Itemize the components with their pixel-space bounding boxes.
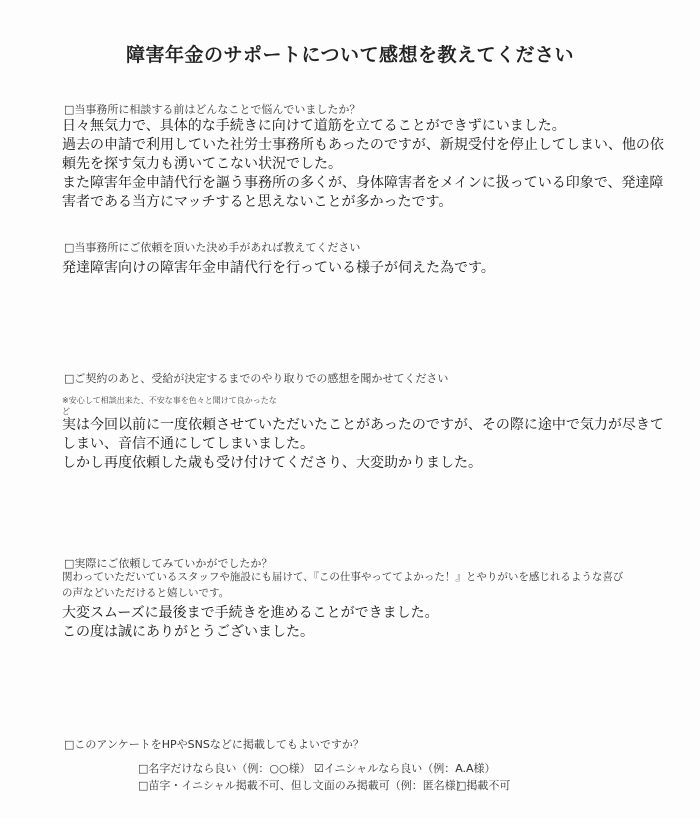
question-3-label: □ご契約のあと、受給が決定するまでのやり取りでの感想を聞かせてください — [64, 372, 449, 385]
answer-line: この度は誠にありがとうございました。 — [62, 624, 314, 640]
question-4-subtext — [62, 569, 623, 601]
question-1-label: □当事務所に相談する前はどんなことで悩んでいましたか？ — [64, 103, 361, 116]
option-text-only: □苗字・イニシャル掲載不可、但し文面のみ掲載可（例：匿名様） — [138, 779, 467, 792]
question-3-note-tail: ど — [62, 407, 70, 416]
option-surname-only: □名字だけなら良い（例：○○様） — [138, 762, 311, 775]
answer-line: 害者である当方にマッチすると思えないことが多かったです。 — [62, 194, 453, 210]
page-title: 障害年金のサポートについて感想を教えてください — [125, 44, 575, 66]
answer-line: 頼先を探す気力も湧いてこない状況でした。 — [62, 156, 342, 172]
answer-line: 実は今回以前に一度依頼させていただいたことがあったのですが、その際に途中で気力が尽きて — [62, 417, 664, 433]
question-2-label: □当事務所にご依頼を頂いた決め手があれば教えてください — [64, 241, 361, 254]
answer-line: 日々無気力で、具体的な手続きに向けて道筋を立てることができずにいました。 — [62, 118, 566, 134]
answer-line: また障害年金申請代行を謳う事務所の多くが、身体障害者をメインに扱っている印象で、発達障 — [62, 175, 664, 191]
answer-line: 発達障害向けの障害年金申請代行を行っている様子が伺えた為です。 — [62, 260, 495, 276]
question-5-label: □このアンケートをHPやSNSなどに掲載してもよいですか？ — [64, 738, 364, 751]
option-no-publish: □掲載不可 — [456, 779, 511, 792]
answer-line: 大変スムーズに最後まで手続きを進めることができました。 — [62, 605, 439, 621]
question-3-answer — [62, 416, 664, 473]
question-3-note: ※安心して相談出来た、不安な事を色々と聞けて良かったな — [62, 396, 277, 405]
question-2-answer — [62, 259, 495, 278]
answer-line: しかし再度依頼した歳も受け付けてくださり、大変助かりました。 — [62, 455, 482, 471]
question-4-label: □実際にご依頼してみていかがでしたか？ — [64, 557, 273, 570]
subtext-line: の声などいただけると嬉しいです。 — [62, 587, 230, 599]
question-1-answer — [62, 117, 664, 212]
subtext-line: 関わっていただいているスタッフや施設にも届けて、『この仕事やっててよかった！』とやりがいを感じれるような喜び — [62, 571, 624, 583]
answer-line: しまい、音信不通にしてしまいました。 — [62, 436, 314, 452]
answer-line: 過去の申請で利用していた社労士事務所もあったのですが、新規受付を停止してしまい、他の依 — [62, 137, 664, 153]
question-4-answer — [62, 604, 439, 642]
option-initials-checked: ☑イニシャルなら良い（例：A.A様） — [314, 762, 496, 775]
